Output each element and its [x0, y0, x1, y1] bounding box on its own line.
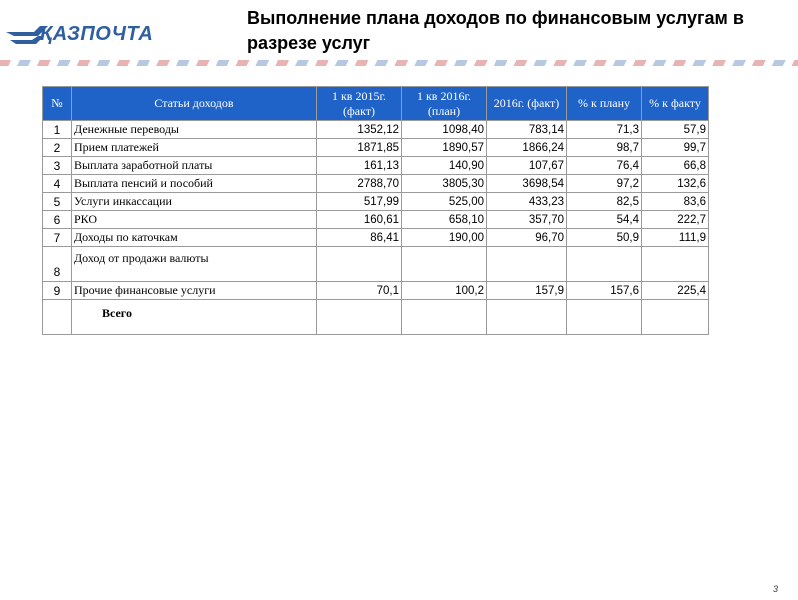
cell-2015-fact: 2788,70	[317, 175, 402, 193]
page-number: 3	[772, 584, 778, 594]
cell-2016-fact	[487, 300, 567, 335]
cell-pct-fact: 111,9	[642, 229, 709, 247]
row-name: Денежные переводы	[72, 121, 317, 139]
total-row	[43, 300, 709, 335]
cell-pct-fact: 83,6	[642, 193, 709, 211]
cell-pct-plan: 157,6	[567, 282, 642, 300]
row-number: 3	[43, 157, 72, 175]
cell-2016-plan: 190,00	[402, 229, 487, 247]
table-row	[43, 121, 709, 139]
row-name: Прием платежей	[72, 139, 317, 157]
cell-2015-fact: 1871,85	[317, 139, 402, 157]
col-items: Статьи доходов	[72, 87, 317, 121]
cell-2016-fact: 157,9	[487, 282, 567, 300]
cell-2016-fact: 3698,54	[487, 175, 567, 193]
cell-pct-plan: 76,4	[567, 157, 642, 175]
row-number: 4	[43, 175, 72, 193]
row-number: 9	[43, 282, 72, 300]
revenue-table	[42, 86, 709, 335]
cell-2016-plan: 3805,30	[402, 175, 487, 193]
cell-pct-fact: 132,6	[642, 175, 709, 193]
cell-pct-fact: 225,4	[642, 282, 709, 300]
row-name: Выплата пенсий и пособий	[72, 175, 317, 193]
cell-2015-fact: 1352,12	[317, 121, 402, 139]
cell-pct-fact: 222,7	[642, 211, 709, 229]
row-number	[43, 300, 72, 335]
table-row	[43, 193, 709, 211]
cell-pct-plan	[567, 300, 642, 335]
decorative-stripe	[0, 60, 798, 66]
cell-2016-fact: 96,70	[487, 229, 567, 247]
col-pct-fact: % к факту	[642, 87, 709, 121]
cell-2016-plan: 658,10	[402, 211, 487, 229]
cell-2016-plan: 100,2	[402, 282, 487, 300]
cell-2016-plan	[402, 300, 487, 335]
cell-pct-plan: 97,2	[567, 175, 642, 193]
table-row	[43, 229, 709, 247]
row-number: 5	[43, 193, 72, 211]
row-number: 8	[43, 247, 72, 282]
table-row	[43, 211, 709, 229]
row-name: Выплата заработной платы	[72, 157, 317, 175]
row-name: Прочие финансовые услуги	[72, 282, 317, 300]
total-label: Всего	[72, 300, 317, 335]
row-name: Доход от продажи валюты	[72, 247, 317, 282]
table-row	[43, 175, 709, 193]
row-number: 1	[43, 121, 72, 139]
cell-pct-plan: 82,5	[567, 193, 642, 211]
cell-2016-fact: 433,23	[487, 193, 567, 211]
cell-2016-plan	[402, 247, 487, 282]
cell-2016-plan: 525,00	[402, 193, 487, 211]
cell-2015-fact: 70,1	[317, 282, 402, 300]
cell-2015-fact: 160,61	[317, 211, 402, 229]
cell-2015-fact	[317, 247, 402, 282]
row-number: 6	[43, 211, 72, 229]
cell-pct-fact: 99,7	[642, 139, 709, 157]
col-2016-fact: 2016г. (факт)	[487, 87, 567, 121]
row-number: 2	[43, 139, 72, 157]
table-row	[43, 139, 709, 157]
row-number: 7	[43, 229, 72, 247]
col-number: №	[43, 87, 72, 121]
col-2015-fact: 1 кв 2015г. (факт)	[317, 87, 402, 121]
cell-2016-fact: 783,14	[487, 121, 567, 139]
cell-2016-fact	[487, 247, 567, 282]
row-name: Услуги инкассации	[72, 193, 317, 211]
row-name: Доходы по каточкам	[72, 229, 317, 247]
table-header-row	[43, 87, 709, 121]
row-name: РКО	[72, 211, 317, 229]
col-2016-plan: 1 кв 2016г. (план)	[402, 87, 487, 121]
logo-text: ҚАЗПОЧТА	[40, 23, 154, 45]
cell-2016-fact: 357,70	[487, 211, 567, 229]
cell-pct-fact	[642, 300, 709, 335]
cell-pct-fact	[642, 247, 709, 282]
cell-2016-plan: 1098,40	[402, 121, 487, 139]
cell-pct-fact: 66,8	[642, 157, 709, 175]
cell-2016-fact: 107,67	[487, 157, 567, 175]
cell-pct-fact: 57,9	[642, 121, 709, 139]
cell-pct-plan: 98,7	[567, 139, 642, 157]
table-row	[43, 157, 709, 175]
cell-pct-plan: 71,3	[567, 121, 642, 139]
col-pct-plan: % к плану	[567, 87, 642, 121]
table-row	[43, 282, 709, 300]
cell-2016-plan: 1890,57	[402, 139, 487, 157]
table-row	[43, 247, 709, 282]
cell-2016-fact: 1866,24	[487, 139, 567, 157]
cell-2016-plan: 140,90	[402, 157, 487, 175]
cell-2015-fact: 86,41	[317, 229, 402, 247]
cell-pct-plan	[567, 247, 642, 282]
cell-2015-fact	[317, 300, 402, 335]
page-title: Выполнение плана доходов по финансовым услугам в разрезе услуг	[247, 8, 744, 53]
cell-pct-plan: 50,9	[567, 229, 642, 247]
cell-2015-fact: 517,99	[317, 193, 402, 211]
cell-2015-fact: 161,13	[317, 157, 402, 175]
cell-pct-plan: 54,4	[567, 211, 642, 229]
